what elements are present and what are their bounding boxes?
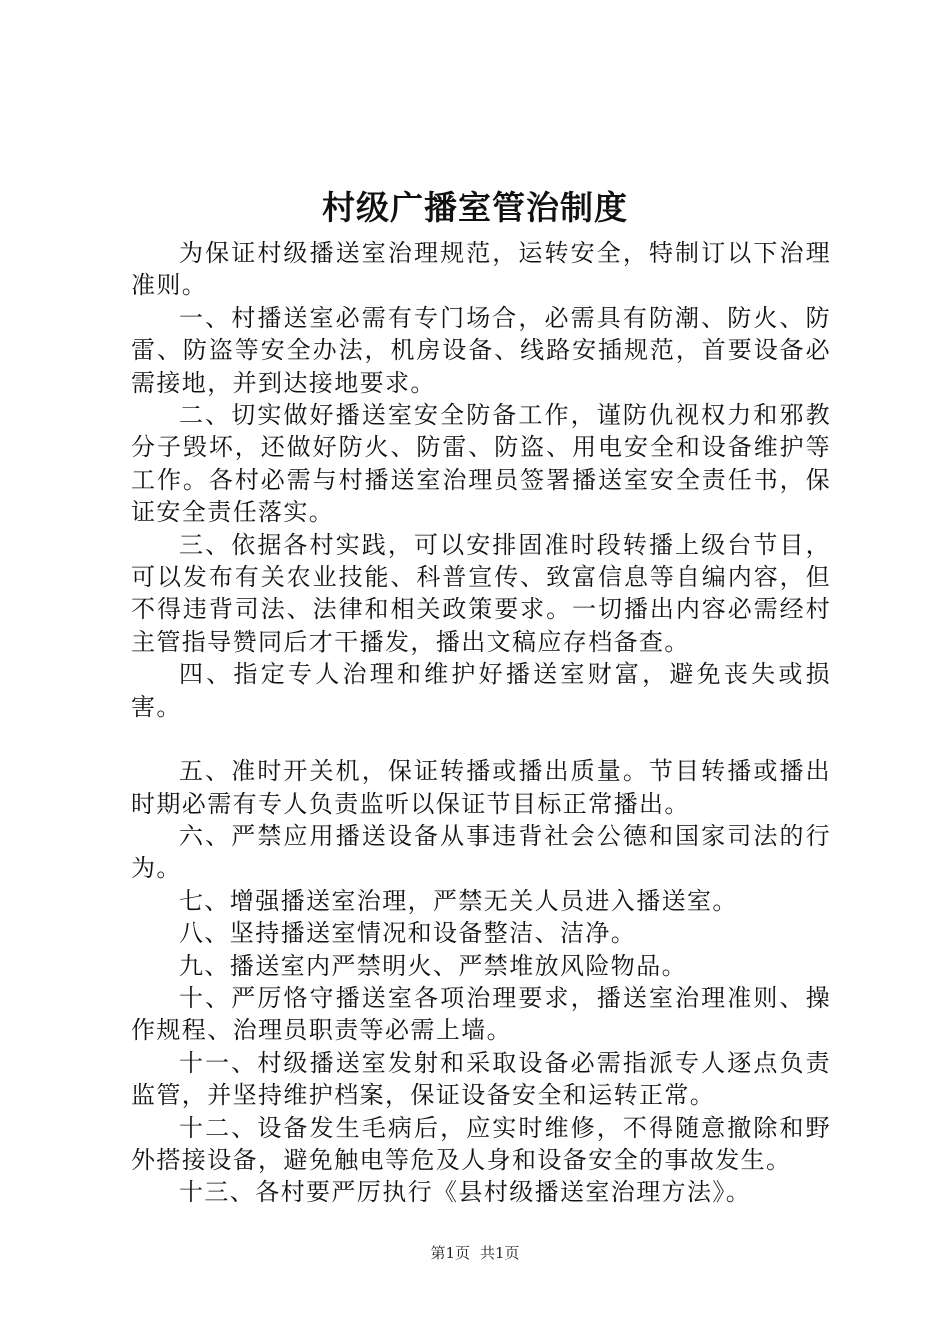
paragraph-rule-10: 十、严厉恪守播送室各项治理要求，播送室治理准则、操作规程、治理员职责等必需上墙。 <box>131 983 831 1045</box>
paragraph-rule-1: 一、村播送室必需有专门场合，必需具有防潮、防火、防雷、防盗等安全办法，机房设备、线路安插规范，首要设备必需接地，并到达接地要求。 <box>131 303 831 397</box>
paragraph-rule-9: 九、播送室内严禁明火、严禁堆放风险物品。 <box>179 951 687 980</box>
paragraph-intro: 为保证村级播送室治理规范，运转安全，特制订以下治理准则。 <box>131 239 831 300</box>
paragraph-rule-2: 二、切实做好播送室安全防备工作，谨防仇视权力和邪教分子毁坏，还做好防火、防雷、防盗、用电安全和设备维护等工作。各村必需与村播送室治理员签署播送室安全责任书，保证安全责任落实。 <box>131 401 831 527</box>
paragraph-rule-11: 十一、村级播送室发射和采取设备必需指派专人逐点负责监管，并坚持维护档案，保证设备安全和运转正常。 <box>131 1048 831 1110</box>
paragraph-rule-6: 六、严禁应用播送设备从事违背社会公德和国家司法的行为。 <box>131 821 831 883</box>
paragraph-rule-5: 五、准时开关机，保证转播或播出质量。节目转播或播出时期必需有专人负责监听以保证节目标正常播出。 <box>131 757 831 818</box>
paragraph-rule-8: 八、坚持播送室情况和设备整洁、洁净。 <box>179 919 637 948</box>
paragraph-rule-7: 七、增强播送室治理，严禁无关人员进入播送室。 <box>179 886 738 915</box>
document-title: 村级广播室管治制度 <box>322 188 628 227</box>
paragraph-rule-13: 十三、各村要严厉执行《县村级播送室治理方法》。 <box>179 1178 752 1207</box>
paragraph-rule-3: 三、依据各村实践，可以安排固准时段转播上级台节目，可以发布有关农业技能、科普宣传、致富信息等自编内容，但不得违背司法、法律和相关政策要求。一切播出内容必需经村主管指导赞同后才干播发，播出文稿应存档备查。 <box>131 530 831 656</box>
page-total: 共1页 <box>480 1244 520 1262</box>
page-footer <box>0 1243 950 1263</box>
paragraph-rule-12: 十二、设备发生毛病后，应实时维修，不得随意撤除和野外搭接设备，避免触电等危及人身和设备安全的事故发生。 <box>131 1113 831 1174</box>
document-body <box>131 237 831 1209</box>
page-number: 第1页 <box>430 1244 470 1262</box>
paragraph-rule-4: 四、指定专人治理和维护好播送室财富，避免丧失或损害。 <box>131 660 831 721</box>
